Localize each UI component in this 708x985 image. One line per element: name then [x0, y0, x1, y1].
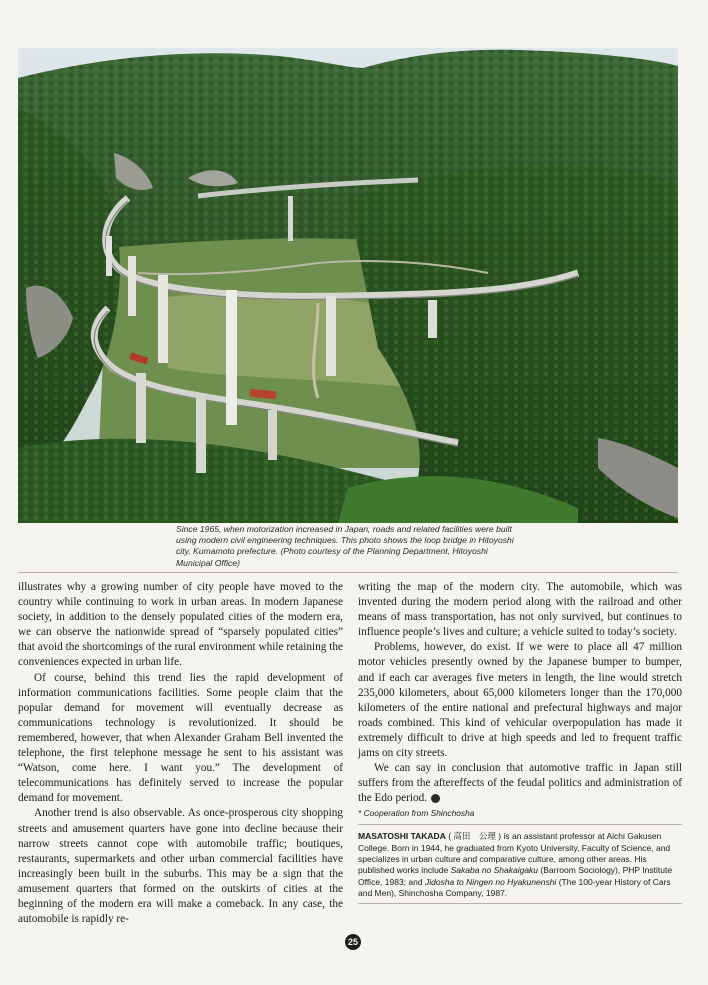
loop-bridge-photo: [18, 48, 678, 523]
bio-text: is an assistant professor at Aichi Gakusen College. Born in 1944, he graduated from Kyoto University, Faculty of Science, and specializes in urban culture and comparative culture, among other areas. His published works include: [358, 831, 671, 876]
author-bio: [358, 831, 682, 899]
bio-text: (Barroom Sociology), PHP Institute Office, 1983; and: [358, 865, 673, 887]
paragraph-text: We can say in conclusion that automotive traffic in Japan still suffers from the aftereffects of the feudal politics and administration of the Edo period.: [358, 762, 682, 805]
paragraph: Another trend is also observable. As once-prosperous city shopping streets and amusement quarters have gone into decline because their narrow streets cannot cope with automobile traffic; boutiques, restaurants, supermarkets and other urban commercial facilities have increasingly been built in the suburbs. This may be a sign that the amusement quarters that formed on the outskirts of cities at the beginning of the modern era will make a comeback. In any case, the automobile is rapidly re-: [18, 807, 343, 926]
closing-paragraph: [358, 761, 682, 806]
paragraph: writing the map of the modern city. The automobile, which was invented during the modern period along with the railroad and other means of mass transportation, has not only survived, but continues to influence people’s lives and culture; a vehicle suited to today’s society.: [358, 581, 682, 639]
photo-illustration: [18, 48, 678, 523]
bio-divider-bottom: [358, 903, 682, 904]
right-column: [358, 580, 682, 904]
book-title: Sakaba no Shakaigaku: [450, 865, 539, 876]
cooperation-credit: * Cooperation from Shinchosha: [358, 808, 475, 819]
bio-text: (The 100-year History of Cars and Men), Shinchosha Company, 1987.: [358, 876, 671, 898]
paragraph: Problems, however, do exist. If we were to place all 47 million motor vehicles presently owned by the Japanese bumper to bumper, and if each car averages five meters in length, the line would stretch 235,000 kilometers, about 65,000 kilometers longer than the 170,000 kilometers of the entire national and prefectural highways and major roads combined. This kind of vehicular overpopulation has made it extremely difficult to drive at high speeds and led to frequent traffic jams on city streets.: [358, 641, 682, 760]
left-column: [18, 580, 343, 927]
paragraph: Of course, behind this trend lies the rapid development of information communications facilities. Some people claim that the popular demand for movement will eventually decrease as communications technology is revolutionized. It should be remembered, however, that when Alexander Graham Bell invented the telephone, the first telephone message he sent to his assistant was “Watson, come here. I want you.” The development of telecommunications has definitely served to increase the popular demand for movement.: [18, 671, 343, 805]
caption-line: Municipal Office): [176, 557, 240, 568]
caption-line: using modern civil engineering techniques. This photo shows the loop bridge in Hitoyoshi: [176, 535, 514, 546]
caption-line: Since 1965, when motorization increased in Japan, roads and related facilities were built: [176, 524, 512, 534]
paragraph: illustrates why a growing number of city people have moved to the country while continuing to work in urban areas. In modern Japanese society, in addition to the densely populated cities of the modern era, we can observe the nationwide spread of “sparsely populated cities” that avoid the shortcomings of the rural environment while retaining the conveniences expected in urban life.: [18, 581, 343, 669]
caption-divider: [18, 572, 678, 573]
photo-caption: [176, 524, 576, 569]
author-name: MASATOSHI TAKADA: [358, 831, 446, 842]
page-number: 25: [345, 934, 361, 950]
author-kanji: ( 高田 公理 ): [448, 831, 502, 842]
book-title: Jidosha to Ningen no Hyakunenshi: [424, 876, 557, 887]
bio-divider: [358, 824, 682, 825]
end-mark-icon: ✦: [431, 794, 440, 803]
caption-line: city, Kumamoto prefecture. (Photo courtesy of the Planning Department, Hitoyoshi: [176, 546, 488, 557]
